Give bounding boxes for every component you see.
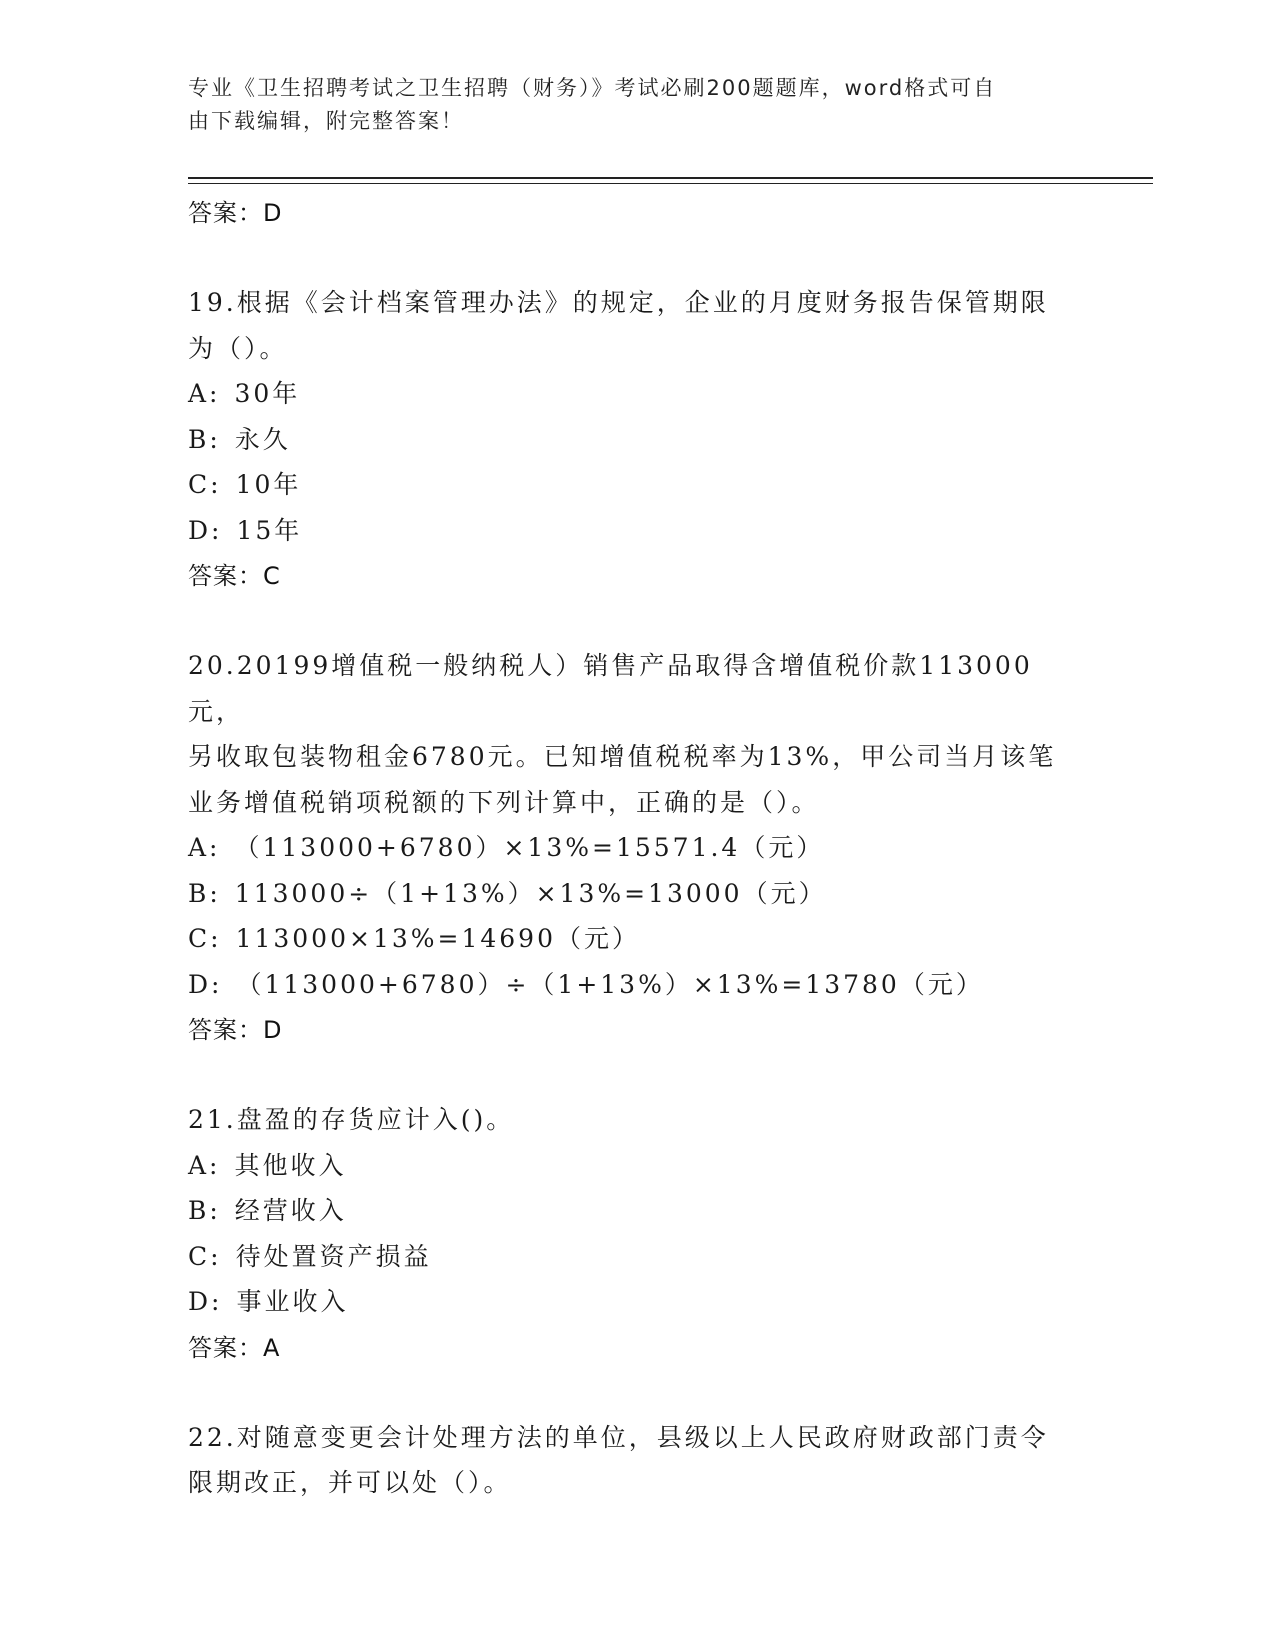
option-text: （113000+6780）÷（1+13%）×13%=13780（元） — [236, 969, 984, 999]
option-b — [188, 1188, 1088, 1234]
question-19 — [188, 280, 1088, 599]
header-rule-thin — [188, 183, 1153, 184]
header-rule-thick — [188, 177, 1153, 179]
option-key: D: — [188, 1287, 223, 1316]
spacer — [188, 236, 1088, 280]
header-line-2: 由下载编辑，附完整答案！ — [188, 109, 464, 133]
question-20 — [188, 643, 1088, 1053]
option-d — [188, 962, 1088, 1008]
option-b — [188, 417, 1088, 463]
option-key: B: — [188, 1196, 221, 1225]
option-text: 15年 — [236, 515, 303, 545]
question-19-line-1: 19.根据《会计档案管理办法》的规定，企业的月度财务报告保管期限 — [188, 288, 1049, 317]
spacer — [188, 1053, 1088, 1097]
option-key: B: — [188, 878, 221, 908]
option-key: A: — [188, 1150, 221, 1180]
question-list — [188, 190, 1088, 1506]
option-text: 经营收入 — [234, 1196, 347, 1225]
option-text: 事业收入 — [236, 1287, 349, 1316]
option-text: 10年 — [235, 470, 302, 499]
previous-answer: 答案：D — [188, 199, 283, 227]
question-22 — [188, 1415, 1088, 1506]
option-key: B: — [188, 424, 221, 454]
question-21-line-1: 21.盘盈的存货应计入()。 — [188, 1105, 515, 1134]
option-d — [188, 1279, 1088, 1325]
option-text: 113000×13%=14690（元） — [235, 924, 640, 953]
option-c — [188, 462, 1088, 508]
spacer — [188, 1371, 1088, 1415]
answer: 答案：D — [188, 1016, 283, 1044]
spacer — [188, 599, 1088, 643]
answer: 答案：A — [188, 1333, 281, 1362]
option-text: 30年 — [234, 379, 301, 408]
option-key: D: — [188, 969, 223, 999]
option-text: 113000÷（1+13%）×13%=13000（元） — [234, 878, 827, 908]
document-header — [188, 72, 1068, 138]
question-20-line-1: 20.20199增值税一般纳税人）销售产品取得含增值税价款113000元， — [188, 651, 1033, 726]
question-19-line-2: 为（）。 — [188, 333, 288, 363]
header-line-1: 专业《卫生招聘考试之卫生招聘（财务）》考试必刷200题题库，word格式可自 — [188, 76, 997, 100]
option-key: A: — [188, 833, 221, 862]
option-a — [188, 1143, 1088, 1189]
option-key: C: — [188, 924, 222, 953]
option-key: C: — [188, 470, 222, 499]
question-20-line-2: 另收取包装物租金6780元。已知增值税税率为13%，甲公司当月该笔 — [188, 742, 1057, 771]
option-d — [188, 508, 1088, 554]
option-text: 其他收入 — [234, 1150, 347, 1180]
option-c — [188, 1234, 1088, 1280]
answer: 答案：C — [188, 562, 281, 590]
option-text: 待处置资产损益 — [235, 1241, 432, 1271]
question-22-line-1: 22.对随意变更会计处理方法的单位，县级以上人民政府财政部门责令 — [188, 1422, 1049, 1452]
question-21 — [188, 1097, 1088, 1371]
option-c — [188, 916, 1088, 962]
option-key: A: — [188, 379, 221, 408]
question-20-line-3: 业务增值税销项税额的下列计算中，正确的是（）。 — [188, 787, 820, 817]
option-b — [188, 871, 1088, 917]
option-key: D: — [188, 515, 223, 545]
option-text: 永久 — [234, 424, 291, 454]
option-key: C: — [188, 1241, 222, 1271]
option-a — [188, 825, 1088, 871]
question-22-line-2: 限期改正，并可以处（）。 — [188, 1468, 512, 1497]
option-a — [188, 371, 1088, 417]
option-text: （113000+6780）×13%=15571.4（元） — [234, 833, 825, 862]
